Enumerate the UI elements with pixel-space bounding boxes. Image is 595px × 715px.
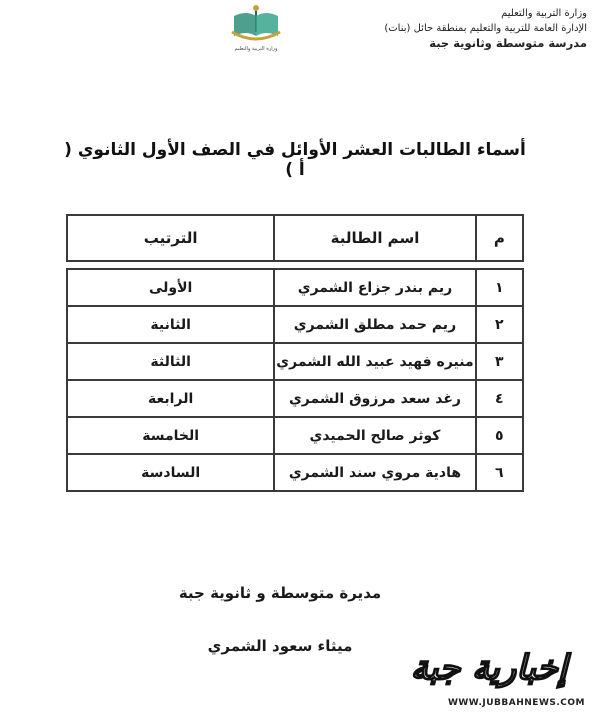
header-gap [67,261,523,269]
administration-name: الإدارة العامة للتربية والتعليم بمنطقة حائل (بنات) [384,23,587,34]
logo-caption: وزارة التربية والتعليم [234,46,278,52]
header-num: م [476,215,523,261]
ministry-name: وزارة التربية والتعليم [501,8,587,19]
header-rank: الترتيب [67,215,274,261]
watermark [389,648,589,712]
row-rank: الثانية [67,306,274,343]
table-row [67,380,523,417]
letterhead [347,6,587,51]
table-row [67,306,523,343]
table-header-row [67,215,523,261]
row-rank: الثالثة [67,343,274,380]
table-row [67,269,523,306]
header-name: اسم الطالبة [274,215,475,261]
table-row [67,454,523,491]
row-num: ٣ [476,343,523,380]
row-num: ١ [476,269,523,306]
watermark-url: WWW.JUBBAHNEWS.COM [447,698,585,708]
book-logo-icon [226,2,286,46]
row-rank: السادسة [67,454,274,491]
signature-role: مديرة متوسطة و ثانوية جبة [178,584,382,602]
row-name: منيره فهيد عبيد الله الشمري [274,343,475,380]
row-num: ٢ [476,306,523,343]
row-name: هادية مروي سند الشمري [274,454,475,491]
row-rank: الرابعة [67,380,274,417]
row-num: ٦ [476,454,523,491]
page-title: أسماء الطالبات العشر الأوائل في الصف الأول الثانوي ( أ ) [64,140,526,180]
row-num: ٥ [476,417,523,454]
ministry-logo [226,2,286,66]
table-row [67,343,523,380]
row-rank: الأولى [67,269,274,306]
students-table [66,214,524,492]
signature-name: ميثاء سعود الشمري [207,637,353,655]
row-num: ٤ [476,380,523,417]
row-name: ريم بندر جزاع الشمري [274,269,475,306]
row-name: رغد سعد مرزوق الشمري [274,380,475,417]
school-name: مدرسة متوسطة وثانوية جبة [429,36,587,50]
row-name: ريم حمد مطلق الشمري [274,306,475,343]
table-row [67,417,523,454]
row-rank: الخامسة [67,417,274,454]
watermark-brand: إخبارية جبة [410,648,568,688]
row-name: كوثر صالح الحميدي [274,417,475,454]
